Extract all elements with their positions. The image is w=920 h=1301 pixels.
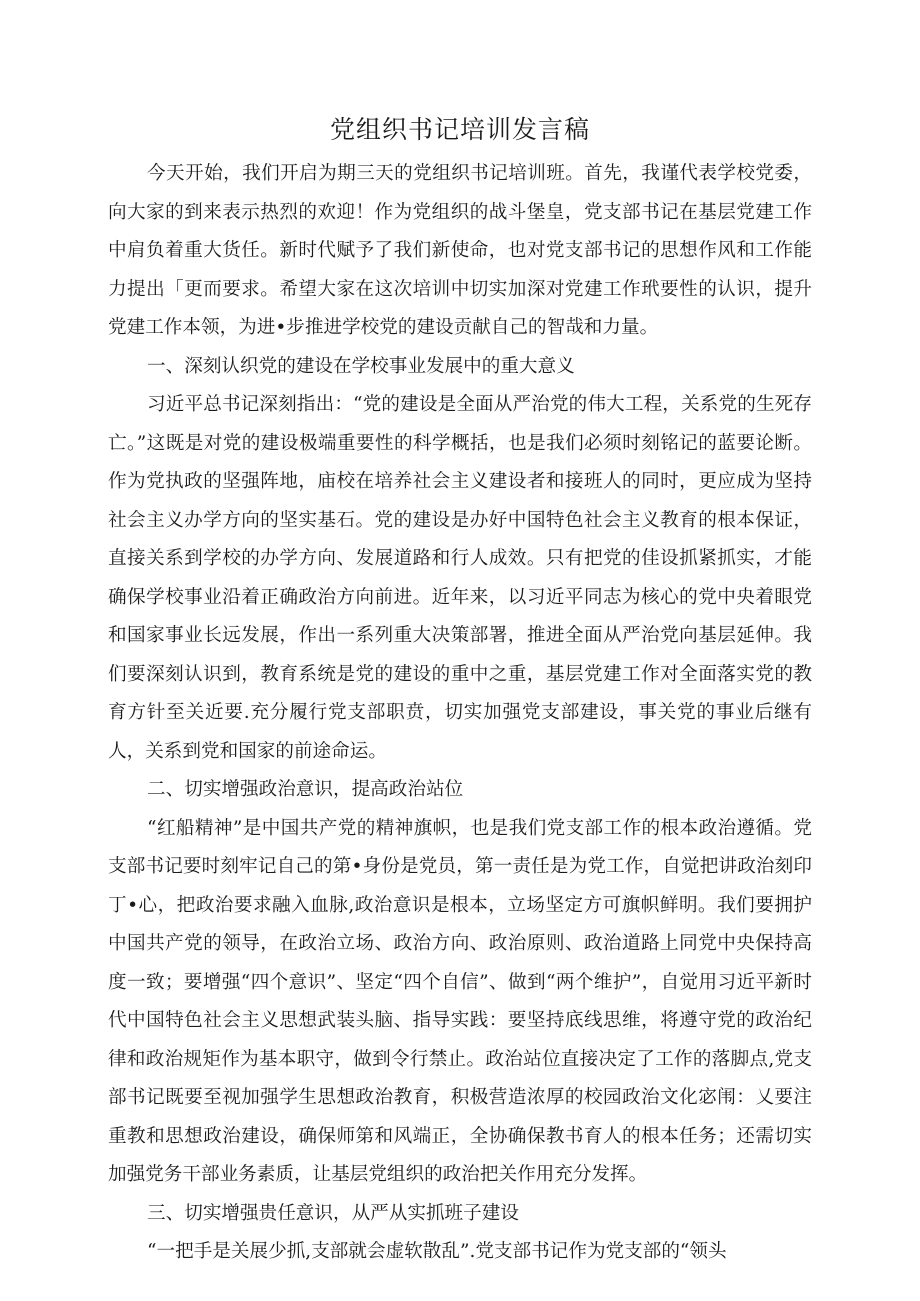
section-heading-1: 一、深刻认织党的建设在学校事业发展中的重大意义 [147,355,575,377]
section-3-paragraph: “一把手是关展少抓,支部就会虚软散乱”.党支部书记作为党支部的“领头 [147,1241,727,1262]
section-heading-2: 二、切实增强政治意识，提高政治站位 [147,779,464,800]
document-title: 党组织书记培训发言稿 [329,115,590,144]
section-1-paragraph: 习近平总书记深刻指出：“党的建设是全面从严治党的伟大工程，关系党的生死存亡。”这既是对党的建设极端重要性的科学概括，也是我们必须时刻铭记的蓝要论断。作为党执政的坚强阵地，庙校在培养社会主义建设者和接班人的同时，更应成为坚持社会主义办学方向的坚实基石。党的建设是办好中国特色社会主义教育的根本保证，直接关系到学校的办学方向、发展道路和行人成效。只有把党的佳设抓紧抓实，才能确保学校事业沿着正确政治方向前进。近年来，以习近平同志为核心的党中央着眼党和国家事业长远发展，作出一系列重大决策部署，推进全面从严治党向基层延伸。我们要深刻认识到，教育系统是党的建设的重中之重，基层党建工作对全面落实党的教育方针至关近要.充分履行党支部职贲，切实加强党支部建设，事关党的事业后继有人，关系到党和国家的前途命运。 [108,394,812,762]
section-2-paragraph: “红船精神”是中国共产党的精神旗帜，也是我们党支部工作的根本政治遵循。党支部书记要时刻牢记自己的第•身份是党员，第一责任是为党工作，自觉把讲政治刻印丁•心，把政治要求融入血脉,政治意识是根本，立场坚定方可旗帜鲜明。我们要拥护中国共产党的领导，在政治立场、政治方向、政治原则、政治道路上同党中央保持高度一致；要增强“四个意识”、坚定“四个自信”、做到“两个维护”，自觉用习近平新时代中国特色社会主义思想武装头脑、指导实践：要坚持底线思维，将遵守党的政治纪律和政治规矩作为基本职守，做到令行禁止。政治站位直接决定了工作的落脚点,党支部书记既要至视加强学生思想政治教育，积极营造浓厚的校园政治文化宓闱：乂要注重教和思想政治建设，确保师第和风端正，全协确保教书育人的根本任务；还需切实加强党务干部业务素质，让基层党组织的政治把关作用充分发挥。 [108,817,812,1185]
section-heading-3: 三、切实增强贵任意识，从严从实抓班子建设 [147,1202,519,1224]
document-body [108,155,812,1272]
intro-paragraph: 今天开始，我们开启为期三天的党组织书记培训班。首先，我谨代表学校党委，向大家的到来表示热烈的欢迎！作为党组织的战斗堡皇，党支部书记在基层党建工作中肩负着重大货任。新时代赋予了我们新使命，也对党支部书记的思想作风和工作能力提出「更而要求。希望大家在这次培训中切实加深对党建工作玳要性的认识，提升党建工作本领，为进•步推进学校党的建设贡献自己的智哉和力量。 [108,163,812,338]
